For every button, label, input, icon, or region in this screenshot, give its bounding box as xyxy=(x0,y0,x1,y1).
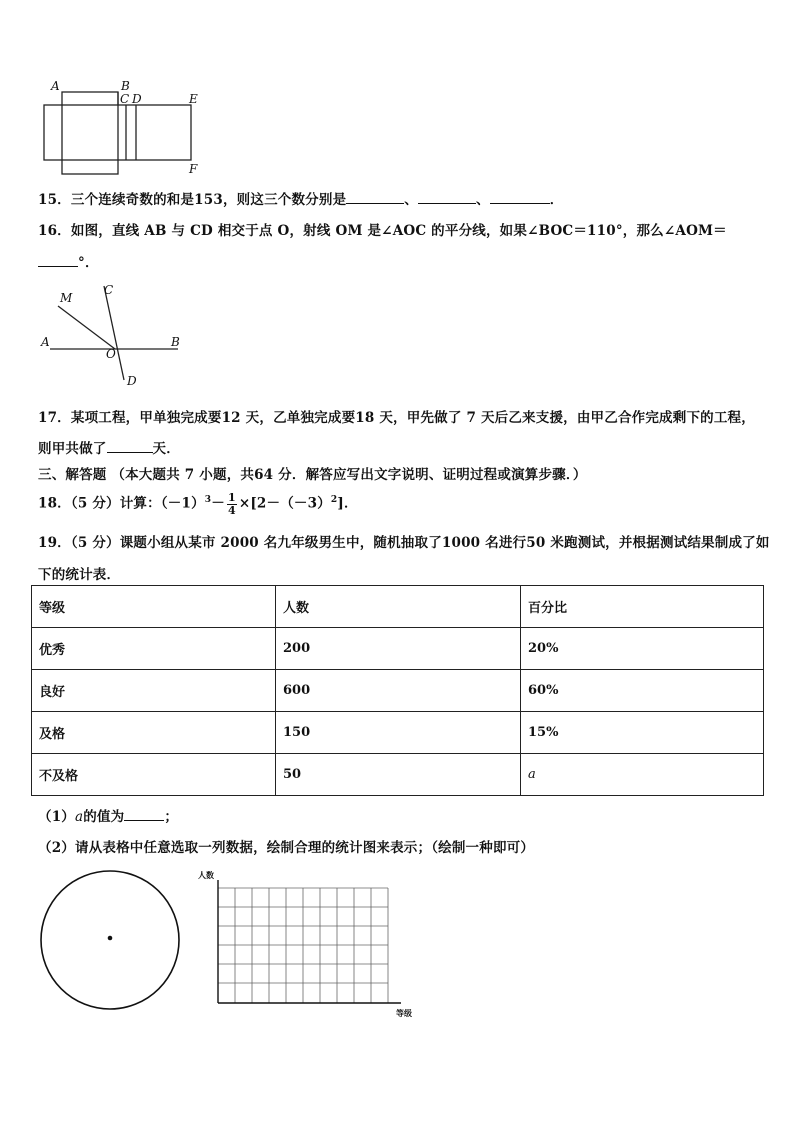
q18-exp-2: 2 xyxy=(330,495,338,505)
q16-blank[interactable] xyxy=(38,265,78,267)
q19-sub1-end: ； xyxy=(164,809,179,825)
stats-table xyxy=(31,585,764,796)
question-19-sub-2 xyxy=(38,836,534,856)
q19-text: 19．（5 分）课题小组从某市 2000 名九年级男生中，随机抽取了1000 名进行50 米跑测试，并根据测试结果制成了如 xyxy=(38,535,770,551)
question-16-line-2 xyxy=(38,251,99,271)
table-header-cell: 百分比 xyxy=(521,586,764,628)
table-header-cell: 等级 xyxy=(32,586,276,628)
label-c2: C xyxy=(104,283,114,297)
table-cell: 600 xyxy=(276,670,521,712)
pie-chart-circle xyxy=(38,868,182,1012)
q19-sub1-text: 的值为 xyxy=(83,809,125,825)
q19-text-2: 下的统计表． xyxy=(38,567,121,583)
question-18 xyxy=(38,484,358,516)
q17-start: 则甲共做了 xyxy=(38,441,107,457)
q19-sub1-blank[interactable] xyxy=(124,819,164,821)
table-cell: 不及格 xyxy=(32,754,276,796)
question-15 xyxy=(38,188,563,208)
q18-end: ]． xyxy=(337,495,358,512)
q18-prefix: 18．（5 分）计算：（－1） xyxy=(38,495,205,512)
q19-sub1-var: a xyxy=(75,809,84,825)
table-row xyxy=(32,712,764,754)
table-cell: 及格 xyxy=(32,712,276,754)
question-19-line-1 xyxy=(38,531,770,551)
q17-text: 17．某项工程，甲单独完成要12 天，乙单独完成要18 天，甲先做了 7 天后乙来支援，由甲乙合作完成剩下的工程， xyxy=(38,410,755,426)
q19-sub2-text: （2）请从表格中任意选取一列数据，绘制合理的统计图来表示；（绘制一种即可） xyxy=(38,840,535,856)
q15-text: 15．三个连续奇数的和是153，则这三个数分别是 xyxy=(38,192,347,208)
table-row xyxy=(32,670,764,712)
label-b: B xyxy=(121,79,130,93)
label-c: C xyxy=(120,92,130,106)
label-f: F xyxy=(189,162,198,176)
label-d: D xyxy=(132,92,142,106)
table-header-row xyxy=(32,586,764,628)
question-16-line-1 xyxy=(38,219,727,239)
question-17-line-2 xyxy=(38,437,180,457)
question-19-line-2 xyxy=(38,563,120,583)
table-cell: 150 xyxy=(276,712,521,754)
q15-blank-2[interactable] xyxy=(418,202,476,204)
label-e: E xyxy=(189,92,198,106)
q18-fraction xyxy=(227,492,237,517)
section-3-text: 三、解答题 （本大题共 7 小题，共64 分．解答应写出文字说明、证明过程或演算步骤．） xyxy=(38,467,587,483)
table-row xyxy=(32,754,764,796)
q19-sub1-prefix: （1） xyxy=(38,809,75,825)
q16-end: °． xyxy=(78,255,99,271)
q18-frac-num: 1 xyxy=(227,490,236,504)
label-a2: A xyxy=(41,335,50,349)
q18-exp-1: 3 xyxy=(204,495,212,505)
table-cell: 50 xyxy=(276,754,521,796)
table-cell: 优秀 xyxy=(32,628,276,670)
table-cell-variable: a xyxy=(521,754,764,796)
label-o: O xyxy=(106,347,116,361)
label-d2: D xyxy=(127,374,137,388)
grid-x-label: 等级 xyxy=(396,1009,412,1018)
section-3-heading xyxy=(38,463,587,483)
q15-blank-1[interactable] xyxy=(346,202,404,204)
table-cell: 20% xyxy=(521,628,764,670)
question-19-sub-1 xyxy=(38,805,178,825)
label-b2: B xyxy=(171,335,180,349)
table-row xyxy=(32,628,764,670)
q15-blank-3[interactable] xyxy=(490,202,550,204)
q15-sep-1: 、 xyxy=(404,192,418,208)
q15-end: ． xyxy=(549,192,564,208)
table-cell: 良好 xyxy=(32,670,276,712)
bar-chart-grid xyxy=(196,868,420,1022)
q17-end: 天． xyxy=(152,441,180,457)
label-a: A xyxy=(51,79,60,93)
q16-text: 16．如图，直线 AB 与 CD 相交于点 O，射线 OM 是∠AOC 的平分线，如果∠BOC＝110°，那么∠AOM＝ xyxy=(38,223,727,239)
question-17-line-1 xyxy=(38,406,755,426)
q17-blank[interactable] xyxy=(107,451,153,453)
table-cell: 200 xyxy=(276,628,521,670)
q15-sep-2: 、 xyxy=(475,192,490,208)
label-m: M xyxy=(60,291,73,305)
q18-frac-den: 4 xyxy=(227,503,236,517)
grid-y-label: 人数 xyxy=(198,871,214,880)
table-header-cell: 人数 xyxy=(276,586,521,628)
table-cell: 15% xyxy=(521,712,764,754)
table-cell: 60% xyxy=(521,670,764,712)
q18-mid: ×[2－（－3） xyxy=(238,495,331,512)
q18-minus: － xyxy=(211,495,225,512)
